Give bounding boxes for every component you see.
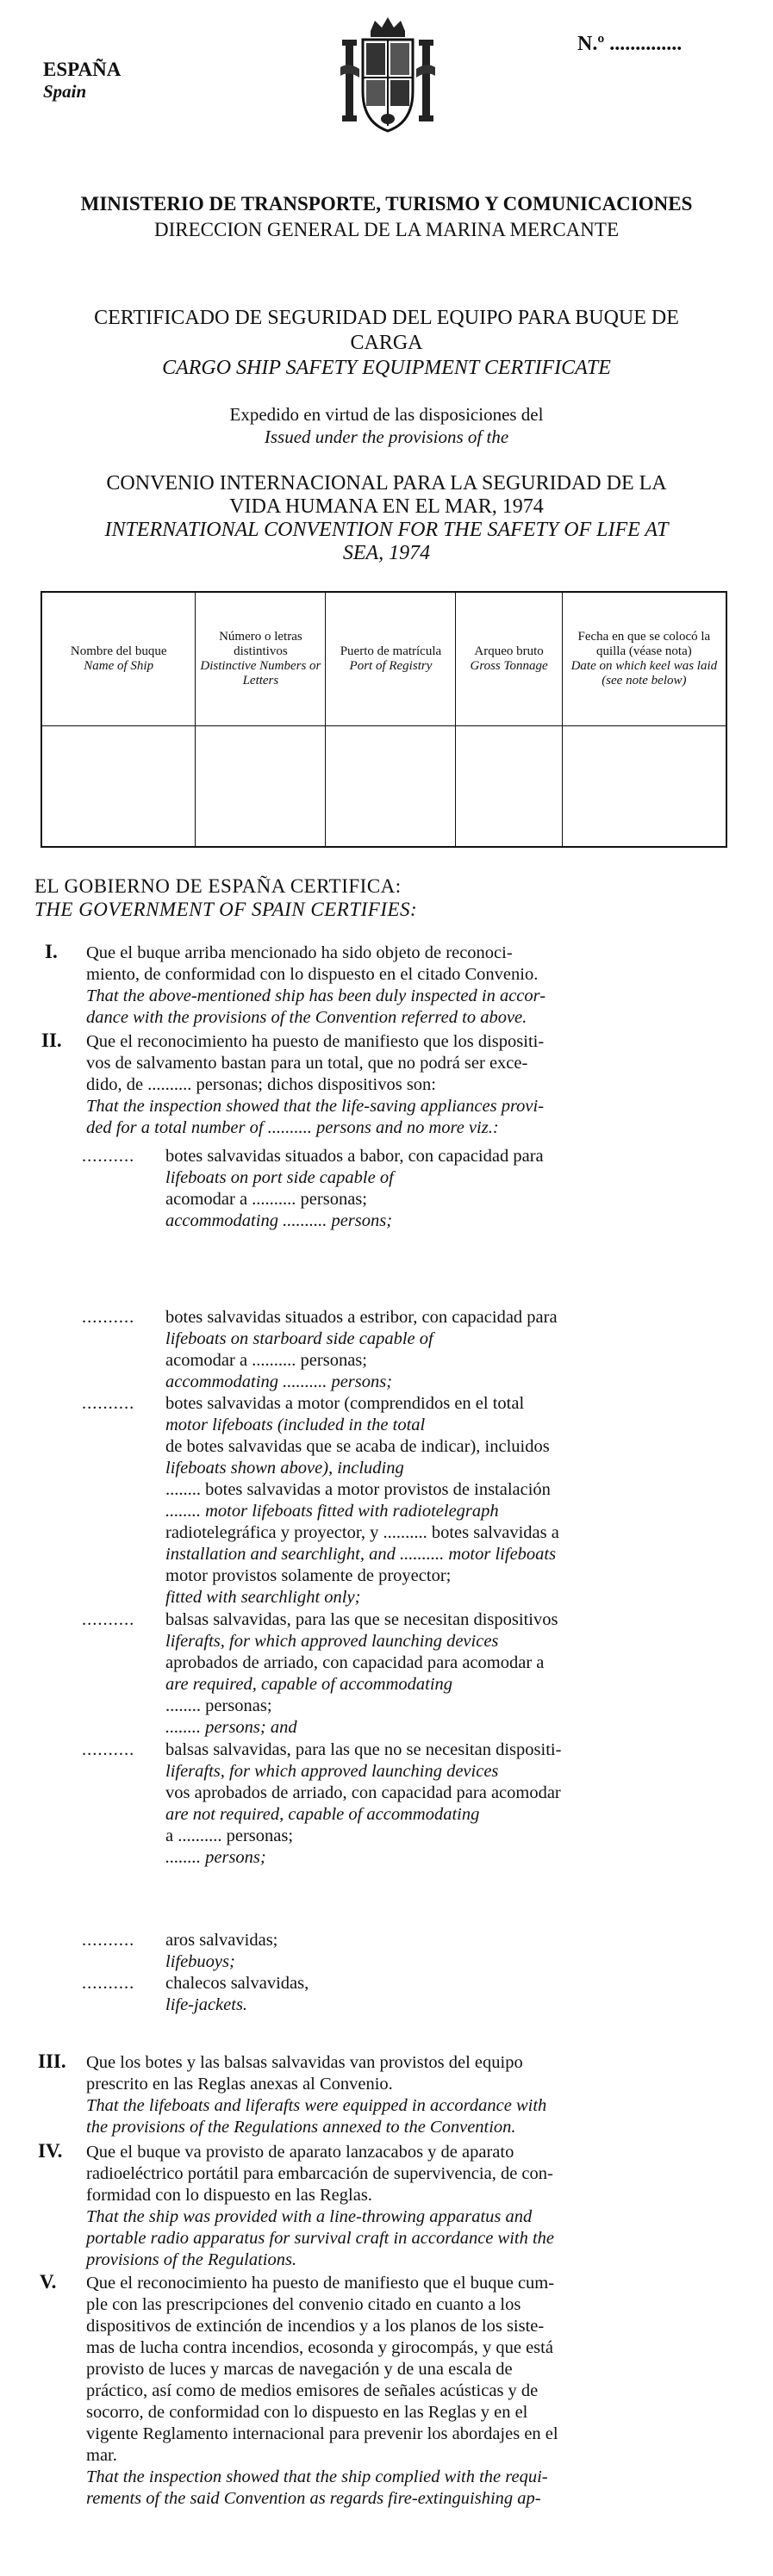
section-1-line: dance with the provisions of the Convention referred to above. [86, 1008, 527, 1027]
section-2-intro [86, 1031, 741, 1139]
country-en: Spain [43, 81, 87, 102]
section-2-line: vos de salvamento bastan para un total, que no podrá ser exce- [86, 1054, 528, 1073]
cell-distinctive[interactable] [196, 726, 326, 848]
gov-es: EL GOBIERNO DE ESPAÑA CERTIFICA: [34, 875, 402, 897]
item-line: ........ motor lifeboats fitted with radiotelegraph [165, 1502, 499, 1521]
item-line: liferafts, for which approved launching devices [165, 1632, 499, 1651]
section-2-number: II. [41, 1030, 62, 1051]
item-line: a .......... personas; [165, 1826, 294, 1845]
convention-es-2: VIDA HUMANA EN EL MAR, 1974 [229, 495, 544, 518]
table-header-row [41, 592, 726, 726]
section-3-number: III. [38, 2050, 66, 2072]
section-5 [86, 2273, 741, 2510]
item-line: accommodating .......... persons; [165, 1211, 393, 1230]
col-header-port: Puerto de matrícula Port of Registry [326, 592, 456, 726]
cell-ship-name[interactable] [41, 726, 196, 848]
item-3-blank[interactable]: .......... [82, 1394, 135, 1413]
item-line: motor provistos solamente de proyector; [165, 1566, 452, 1585]
item-line: aprobados de arriado, con capacidad para acomodar a [165, 1653, 545, 1672]
ministry-block [0, 191, 773, 243]
section-4-line: formidad con lo dispuesto en las Reglas. [86, 2186, 372, 2205]
section-5-line: mar. [86, 2446, 117, 2465]
ministry-line-1: MINISTERIO DE TRANSPORTE, TURISMO Y COMUNICACIONES [80, 193, 693, 215]
cell-keel-date[interactable] [562, 726, 726, 848]
section-4-line: That the ship was provided with a line-throwing apparatus and [86, 2207, 533, 2226]
issued-en: Issued under the provisions of the [264, 426, 509, 447]
item-4-liferafts-davit [165, 1609, 751, 1739]
issued-under [52, 403, 721, 448]
item-line: botes salvavidas a motor (comprendidos en el total [165, 1394, 525, 1413]
item-line: ........ personas; [165, 1696, 272, 1715]
item-line: ........ botes salvavidas a motor provistos de instalación [165, 1480, 551, 1499]
section-5-line: mas de lucha contra incendios, ecosonda y girocompás, y que está [86, 2338, 553, 2357]
item-3-motor-lifeboats [165, 1393, 751, 1608]
table-row [41, 726, 726, 848]
item-line: ........ persons; and [165, 1718, 297, 1737]
section-5-line: Que el reconocimiento ha puesto de manifiesto que el buque cum- [86, 2274, 555, 2293]
item-1-port-lifeboats [165, 1146, 751, 1232]
section-5-number: V. [40, 2271, 57, 2293]
ship-details-table [41, 591, 727, 848]
country-label [43, 59, 121, 103]
item-line: are required, capable of accommodating [165, 1675, 453, 1694]
item-6-blank[interactable]: .......... [82, 1931, 135, 1950]
section-4-line: portable radio apparatus for survival craft in accordance with the [86, 2229, 555, 2248]
section-1-line: miento, de conformidad con lo dispuesto en el citado Convenio. [86, 965, 539, 984]
item-line: liferafts, for which approved launching devices [165, 1762, 499, 1781]
col-header-keel-date: Fecha en que se colocó la quilla (véase nota) Date on which keel was laid (see note below) [562, 592, 726, 726]
section-5-line: That the inspection showed that the ship complied with the requi- [86, 2467, 548, 2486]
item-line: balsas salvavidas, para las que no se necesitan dispositi- [165, 1740, 562, 1759]
section-4 [86, 2142, 741, 2271]
section-5-line: vigente Reglamento internacional para prevenir los abordajes en el [86, 2424, 558, 2443]
item-line: lifeboats shown above), including [165, 1459, 404, 1478]
col-header-tonnage: Arqueo bruto Gross Tonnage [456, 592, 562, 726]
col-header-ship-name: Nombre del buque Name of Ship [41, 592, 196, 726]
coat-of-arms-icon [340, 16, 435, 134]
section-5-line: ple con las prescripciones del convenio citado en cuanto a los [86, 2295, 521, 2314]
item-7-blank[interactable]: .......... [82, 1974, 135, 1993]
section-5-line: socorro, de conformidad con lo dispuesto en las Reglas y en el [86, 2403, 528, 2422]
item-line: botes salvavidas situados a babor, con capacidad para [165, 1147, 544, 1166]
item-line: balsas salvavidas, para las que se necesitan dispositivos [165, 1610, 558, 1629]
cell-port[interactable] [326, 726, 456, 848]
item-line: acomodar a .......... personas; [165, 1351, 367, 1370]
ministry-line-2: DIRECCION GENERAL DE LA MARINA MERCANTE [154, 219, 619, 240]
certificate-title [34, 306, 739, 381]
item-line: installation and searchlight, and .......... motor lifeboats [165, 1545, 557, 1564]
section-3 [86, 2052, 741, 2138]
section-4-line: radioeléctrico portátil para embarcación de supervivencia, de con- [86, 2164, 553, 2183]
convention-es-1: CONVENIO INTERNACIONAL PARA LA SEGURIDAD DE LA [106, 472, 667, 495]
item-2-blank[interactable]: .......... [82, 1308, 135, 1327]
section-5-line: dispositivos de extinción de incendios y a los planos de los siste- [86, 2317, 545, 2336]
section-5-line: rements of the said Convention as regards fire-extinguishing ap- [86, 2489, 541, 2508]
cert-title-es-1: CERTIFICADO DE SEGURIDAD DEL EQUIPO PARA BUQUE DE [94, 307, 679, 329]
item-1-blank[interactable]: .......... [82, 1147, 135, 1166]
item-line: life-jackets. [165, 1995, 248, 2014]
issued-es: Expedido en virtud de las disposiciones del [229, 404, 544, 425]
section-2-line: Que el reconocimiento ha puesto de manifiesto que los dispositi- [86, 1032, 545, 1051]
section-2-line: That the inspection showed that the life-saving appliances provi- [86, 1097, 545, 1116]
section-3-line: That the lifeboats and liferafts were equipped in accordance with [86, 2096, 547, 2115]
item-4-blank[interactable]: .......... [82, 1610, 135, 1629]
item-line: ........ persons; [165, 1848, 266, 1867]
cell-tonnage[interactable] [456, 726, 562, 848]
section-3-line: prescrito en las Reglas anexas al Convenio. [86, 2075, 393, 2094]
section-1-line: That the above-mentioned ship has been duly inspected in accor- [86, 986, 546, 1005]
section-2-line: dido, de .......... personas; dichos dispositivos son: [86, 1075, 437, 1094]
section-5-line: práctico, así como de medios emisores de señales acústicas y de [86, 2381, 539, 2400]
item-5-liferafts-no-davit [165, 1739, 751, 1869]
item-line: botes salvavidas situados a estribor, con capacidad para [165, 1308, 558, 1327]
section-3-line: Que los botes y las balsas salvavidas van provistos del equipo [86, 2053, 523, 2072]
col-header-distinctive: Número o letras distintivos Distinctive Numbers or Letters [196, 592, 326, 726]
item-line: radiotelegráfica y proyector, y .......... botes salvavidas a [165, 1523, 559, 1542]
item-line: lifeboats on starboard side capable of [165, 1329, 433, 1348]
certificate-number: N.º .............. [577, 33, 683, 55]
convention-en-1: INTERNATIONAL CONVENTION FOR THE SAFETY OF LIFE AT [104, 519, 669, 541]
section-4-line: provisions of the Regulations. [86, 2250, 297, 2269]
gov-en: THE GOVERNMENT OF SPAIN CERTIFIES: [34, 899, 418, 920]
item-5-blank[interactable]: .......... [82, 1740, 135, 1759]
item-line: de botes salvavidas que se acaba de indicar), incluidos [165, 1437, 550, 1456]
item-line: fitted with searchlight only; [165, 1588, 361, 1607]
country-es: ESPAÑA [43, 59, 122, 80]
section-4-line: Que el buque va provisto de aparato lanzacabos y de aparato [86, 2143, 514, 2162]
convention-title [34, 472, 739, 565]
item-7-life-jackets [165, 1973, 751, 2016]
item-6-lifebuoys [165, 1930, 751, 1973]
section-4-number: IV. [38, 2140, 63, 2162]
item-2-starboard-lifeboats [165, 1307, 751, 1393]
section-5-line: provisto de luces y marcas de navegación y de una escala de [86, 2360, 513, 2379]
section-2-line: ded for a total number of .......... persons and no more viz.: [86, 1118, 499, 1137]
cert-title-es-2: CARGA [350, 332, 423, 354]
item-line: accommodating .......... persons; [165, 1372, 393, 1391]
section-1-line: Que el buque arriba mencionado ha sido objeto de reconoci- [86, 943, 513, 962]
item-line: are not required, capable of accommodating [165, 1805, 480, 1824]
section-3-line: the provisions of the Regulations annexed to the Convention. [86, 2118, 516, 2137]
item-line: acomodar a .......... personas; [165, 1190, 367, 1209]
section-1 [86, 943, 741, 1029]
item-line: lifebuoys; [165, 1952, 235, 1971]
convention-en-2: SEA, 1974 [342, 542, 431, 564]
item-line: chalecos salvavidas, [165, 1974, 309, 1993]
section-1-number: I. [45, 941, 58, 962]
item-line: vos aprobados de arriado, con capacidad para acomodar [165, 1783, 561, 1802]
government-certifies [34, 874, 417, 921]
item-line: aros salvavidas; [165, 1931, 278, 1950]
item-line: motor lifeboats (included in the total [165, 1416, 426, 1434]
item-line: lifeboats on port side capable of [165, 1168, 394, 1187]
cert-title-en: CARGO SHIP SAFETY EQUIPMENT CERTIFICATE [162, 357, 611, 379]
